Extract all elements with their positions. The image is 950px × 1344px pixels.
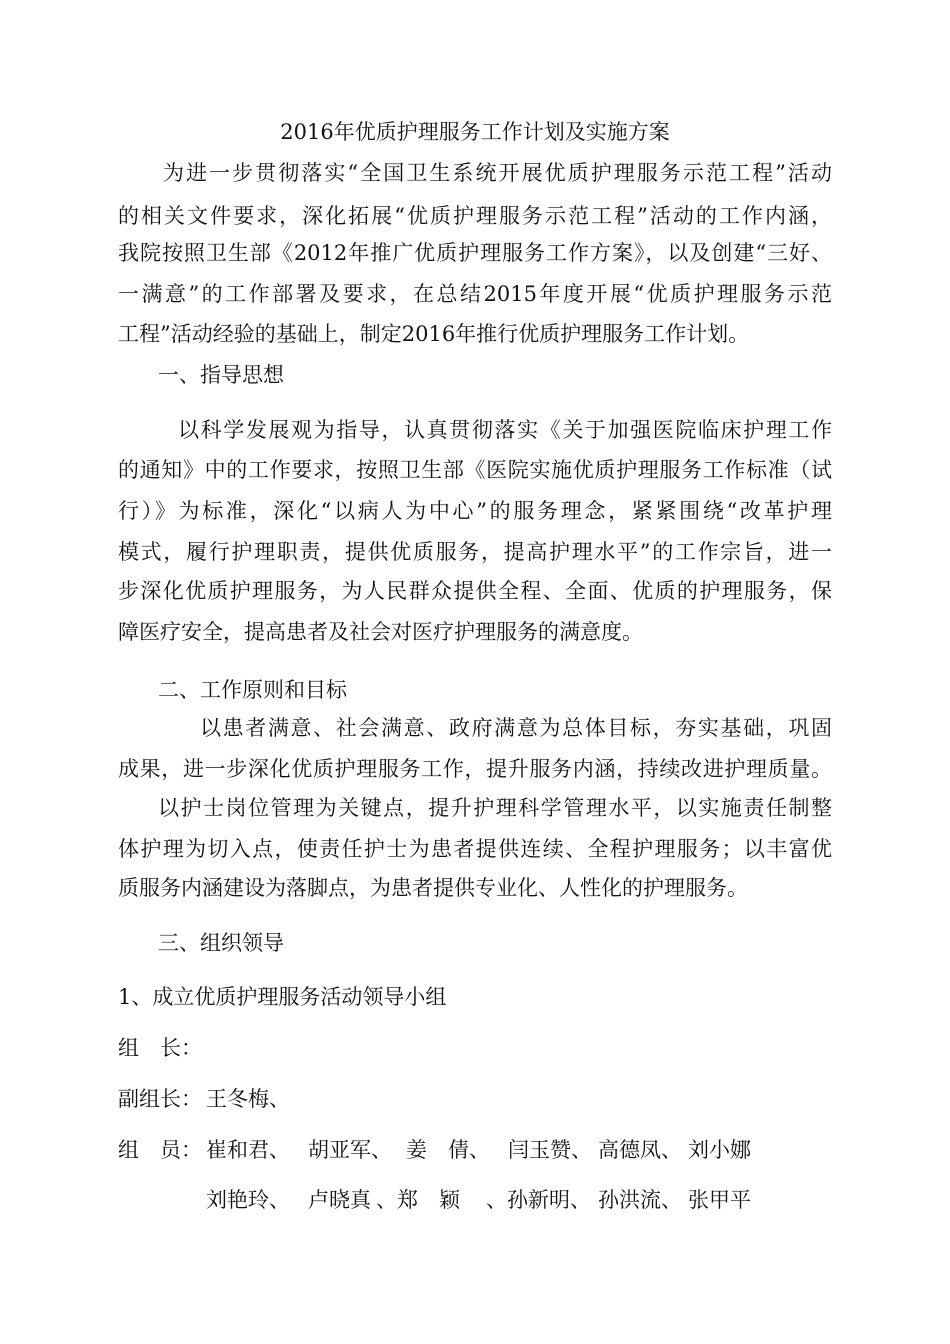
paragraph-line: 质服务内涵建设为落脚点，为患者提供专业化、人性化的护理服务。 — [118, 876, 748, 900]
deputy-label: 副组长： — [118, 1087, 202, 1111]
member-name: 张甲平 — [688, 1188, 751, 1212]
paragraph-line: 成果，进一步深化优质护理服务工作，提升服务内涵，持续改进护理质量。 — [118, 757, 832, 781]
paragraph-line: 障医疗安全，提高患者及社会对医疗护理服务的满意度。 — [118, 620, 643, 644]
member-name: 孙洪流、 — [598, 1188, 682, 1212]
member-name: 、孙新明、 — [486, 1188, 591, 1212]
paragraph-line: 的通知》中的工作要求，按照卫生部《医院实施优质护理服务工作标准（试 — [118, 458, 832, 482]
member-name: 、郑 颖 — [376, 1188, 460, 1212]
section-heading: 一、指导思想 — [158, 363, 284, 387]
member-name: 闫玉赞、 — [508, 1138, 592, 1162]
member-name: 崔和君、 — [206, 1138, 290, 1162]
intro-line: 一满意”的工作部署及要求，在总结2015年度开展“优质护理服务示范 — [118, 282, 832, 306]
subsection-heading: 1、成立优质护理服务活动领导小组 — [118, 985, 447, 1009]
member-name: 卢晓真 — [308, 1188, 371, 1212]
members-label: 组 员： — [118, 1138, 202, 1162]
intro-line: 为进一步贯彻落实“全国卫生系统开展优质护理服务示范工程”活动 — [163, 161, 832, 185]
intro-line: 我院按照卫生部《2012年推广优质护理服务工作方案》，以及创建“三好、 — [118, 241, 832, 265]
members-row — [118, 1136, 758, 1164]
paragraph-line: 以患者满意、社会满意、政府满意为总体目标，夯实基础，巩固 — [200, 716, 832, 740]
section-heading: 二、工作原则和目标 — [158, 678, 347, 702]
paragraph-line: 以护士岗位管理为关键点，提升护理科学管理水平，以实施责任制整 — [158, 796, 832, 820]
paragraph-line: 模式，履行护理职责，提供优质服务，提高护理水平”的工作宗旨，进一 — [118, 540, 832, 564]
member-name: 刘小娜 — [688, 1138, 751, 1162]
intro-line: 的相关文件要求，深化拓展“优质护理服务示范工程”活动的工作内涵， — [118, 204, 832, 228]
member-name: 高德凤、 — [598, 1138, 682, 1162]
paragraph-line: 步深化优质护理服务，为人民群众提供全程、全面、优质的护理服务，保 — [118, 579, 832, 603]
leader-label: 组 长： — [118, 1036, 202, 1060]
section-heading: 三、组织领导 — [158, 931, 284, 955]
intro-line: 工程”活动经验的基础上，制定2016年推行优质护理服务工作计划。 — [118, 322, 750, 346]
paragraph-line: 以科学发展观为指导，认真贯彻落实《关于加强医院临床护理工作 — [178, 418, 832, 442]
deputy-names: 王冬梅、 — [206, 1087, 290, 1111]
document-title: 2016年优质护理服务工作计划及实施方案 — [280, 120, 670, 144]
paragraph-line: 行）》为标准，深化“以病人为中心”的服务理念，紧紧围绕“改革护理 — [118, 499, 832, 523]
member-name: 胡亚军、 — [308, 1138, 392, 1162]
member-name: 姜 倩、 — [406, 1138, 490, 1162]
members-row — [118, 1186, 758, 1214]
paragraph-line: 体护理为切入点，使责任护士为患者提供连续、全程护理服务；以丰富优 — [118, 837, 832, 861]
member-name: 刘艳玲、 — [206, 1188, 290, 1212]
